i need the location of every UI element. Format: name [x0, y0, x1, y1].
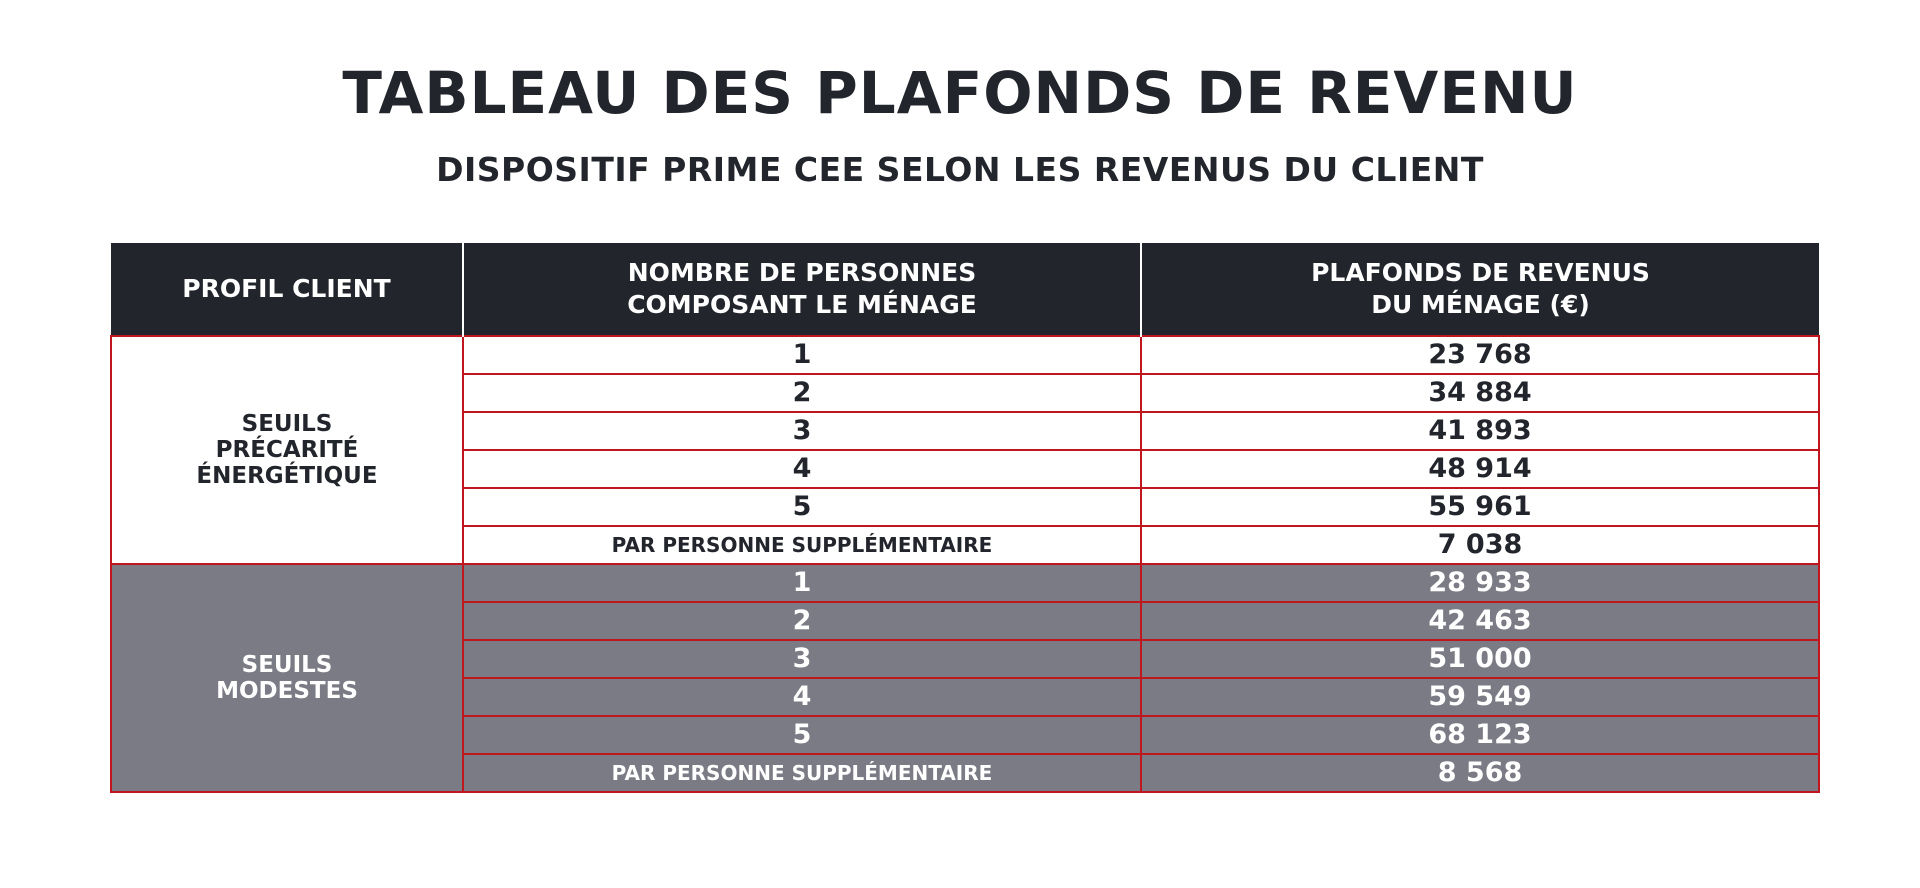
- additional-person-cell: PAR PERSONNE SUPPLÉMENTAIRE: [463, 754, 1141, 792]
- additional-person-cell: PAR PERSONNE SUPPLÉMENTAIRE: [463, 526, 1141, 564]
- header-profile: PROFIL CLIENT: [111, 243, 463, 336]
- income-ceiling-cell: 28 933: [1141, 564, 1819, 602]
- income-ceiling-cell: 55 961: [1141, 488, 1819, 526]
- page-title: TABLEAU DES PLAFONDS DE REVENU: [342, 59, 1578, 127]
- header-household-size-line-2: COMPOSANT LE MÉNAGE: [627, 290, 977, 319]
- group-modest: [111, 564, 1819, 792]
- header-household-size: [463, 243, 1141, 336]
- header-household-size-line-1: NOMBRE DE PERSONNES: [627, 258, 977, 287]
- income-ceiling-cell: 23 768: [1141, 336, 1819, 374]
- profile-cell-modest: SEUILS MODESTES: [111, 564, 463, 792]
- header-income-ceiling-line-1: PLAFONDS DE REVENUS: [1311, 258, 1650, 287]
- table-row: [111, 336, 1819, 374]
- income-ceilings-table: [110, 243, 1820, 793]
- household-size-cell: 3: [463, 640, 1141, 678]
- income-ceiling-cell: 7 038: [1141, 526, 1819, 564]
- household-size-cell: 1: [463, 336, 1141, 374]
- income-ceiling-cell: 8 568: [1141, 754, 1819, 792]
- header-income-ceiling: [1141, 243, 1819, 336]
- household-size-cell: 4: [463, 450, 1141, 488]
- income-ceiling-cell: 42 463: [1141, 602, 1819, 640]
- household-size-cell: 3: [463, 412, 1141, 450]
- income-ceiling-cell: 68 123: [1141, 716, 1819, 754]
- household-size-cell: 5: [463, 716, 1141, 754]
- income-ceiling-cell: 48 914: [1141, 450, 1819, 488]
- page-subtitle: DISPOSITIF PRIME CEE SELON LES REVENUS DU CLIENT: [436, 150, 1484, 189]
- income-ceiling-cell: 59 549: [1141, 678, 1819, 716]
- group-energy-poverty: [111, 336, 1819, 564]
- household-size-cell: 4: [463, 678, 1141, 716]
- table-header-row: [111, 243, 1819, 336]
- income-ceiling-cell: 51 000: [1141, 640, 1819, 678]
- income-ceiling-cell: 34 884: [1141, 374, 1819, 412]
- header-income-ceiling-line-2: DU MÉNAGE (€): [1371, 290, 1590, 319]
- table-row: [111, 564, 1819, 602]
- profile-cell-energy-poverty: SEUILS PRÉCARITÉ ÉNERGÉTIQUE: [111, 336, 463, 564]
- household-size-cell: 5: [463, 488, 1141, 526]
- household-size-cell: 2: [463, 602, 1141, 640]
- income-ceiling-cell: 41 893: [1141, 412, 1819, 450]
- household-size-cell: 2: [463, 374, 1141, 412]
- household-size-cell: 1: [463, 564, 1141, 602]
